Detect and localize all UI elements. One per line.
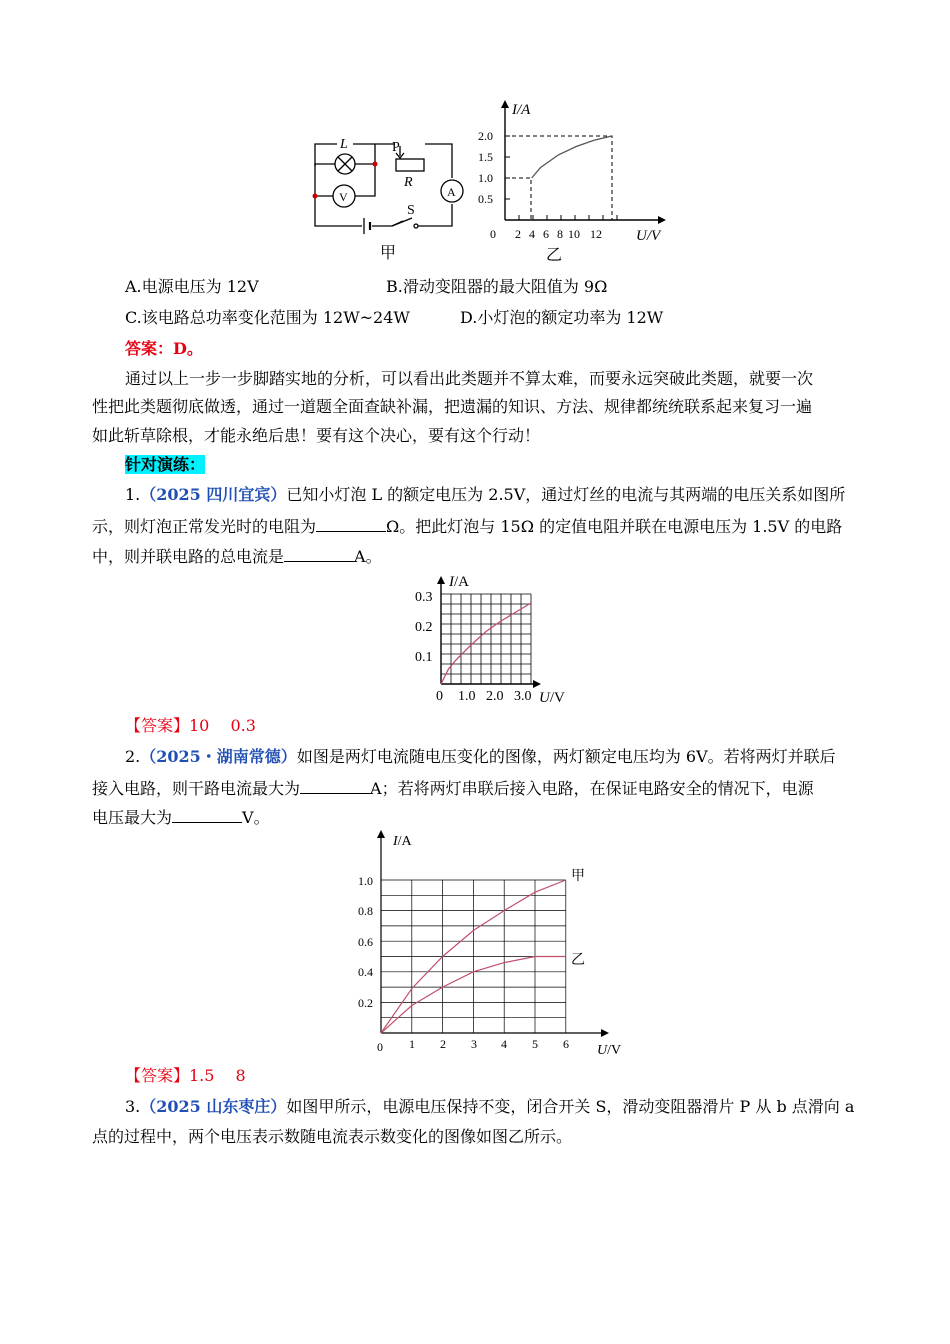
yi-ytick: 1.5	[478, 150, 493, 164]
switch-label: S	[407, 203, 415, 218]
q2-answer: 【答案】1.5 8	[125, 1066, 246, 1085]
chart-q2	[355, 828, 635, 1060]
answer-main: 答案：D。	[125, 339, 203, 358]
q2-text: A；若将两灯串联后接入电路，在保证电路安全的情况下，电源	[370, 779, 814, 798]
chart-q1	[405, 572, 575, 707]
q1-xtick: 1.0	[458, 689, 476, 704]
circuit-caption: 甲	[380, 245, 397, 262]
q2-xtick: 5	[532, 1037, 538, 1051]
paragraph-line: 如此斩草除根，才能永绝后患！要有这个决心，要有这个行动！	[92, 426, 541, 445]
figure-circuit-graph	[300, 96, 680, 266]
yi-xtick: 6	[543, 227, 549, 241]
graph-caption: 乙	[546, 247, 563, 264]
q1-xtick: 0	[436, 689, 443, 704]
q3-line2: 点的过程中，两个电压表示数随电流表示数变化的图像如图乙所示。	[92, 1127, 573, 1146]
yi-ylabel: I/A	[512, 102, 531, 118]
q2-ytick: 0.8	[358, 904, 373, 918]
q1-text: 已知小灯泡 L 的额定电压为 2.5V，通过灯丝的电流与其两端的电压关系如图所	[286, 485, 846, 504]
slider-label: P	[392, 140, 400, 155]
q2-text: V。	[242, 808, 270, 827]
circuit-diagram	[315, 144, 463, 234]
option-a: A.电源电压为 12V	[125, 277, 259, 296]
q1-text: 示，则灯泡正常发光时的电阻为	[92, 517, 317, 536]
q2-ylabel: I/A	[393, 834, 412, 849]
ammeter-label: A	[447, 185, 456, 199]
yi-xtick: 8	[557, 227, 563, 241]
q3-text: 如图甲所示，电源电压保持不变，闭合开关 S，滑动变阻器滑片 P 从 b 点滑向 a	[286, 1097, 855, 1116]
yi-ytick: 0.5	[478, 192, 493, 206]
q2-xlabel: U/V	[597, 1043, 622, 1058]
q1-text: 中，则并联电路的总电流是	[92, 547, 285, 566]
lamp-label: L	[340, 137, 348, 152]
yi-ytick: 2.0	[478, 129, 493, 143]
graph-yi	[478, 100, 666, 264]
q1-line2	[92, 515, 842, 537]
q2-ytick: 0.4	[358, 965, 373, 979]
q2-ytick: 0.2	[358, 996, 373, 1010]
answer-blank[interactable]	[284, 545, 354, 562]
yi-ytick: 1.0	[478, 171, 493, 185]
option-d: D.小灯泡的额定功率为 12W	[460, 308, 664, 327]
q2-series-yi-label: 乙	[571, 953, 585, 968]
q2-xtick: 0	[377, 1040, 383, 1054]
q1-xtick: 3.0	[514, 689, 532, 704]
q2-series-jia-label: 甲	[571, 869, 585, 884]
q2-ytick: 1.0	[358, 874, 373, 888]
junction-dot	[313, 194, 318, 199]
q1-text: Ω。把此灯泡与 15Ω 的定值电阻并联在电源电压为 1.5V 的电路	[386, 517, 843, 536]
q1-ylabel: I/A	[449, 574, 469, 590]
q3-line1	[125, 1097, 854, 1117]
q1-ytick: 0.1	[415, 650, 433, 665]
q2-xtick: 6	[563, 1037, 569, 1051]
answer-blank[interactable]	[300, 777, 370, 794]
q2-xtick: 1	[409, 1037, 415, 1051]
q1-grid	[441, 594, 531, 684]
q2-text: 如图是两灯电流随电压变化的图像，两灯额定电压均为 6V。若将两灯并联后	[296, 747, 836, 766]
q1-line3	[92, 545, 382, 567]
q1-text: A。	[354, 547, 382, 566]
q1-line1	[125, 485, 845, 505]
q2-xtick: 2	[440, 1037, 446, 1051]
q2-xtick: 3	[471, 1037, 477, 1051]
answer-blank[interactable]	[172, 806, 242, 823]
q1-xlabel: U/V	[539, 690, 565, 706]
q2-text: 接入电路，则干路电流最大为	[92, 779, 301, 798]
answer-blank[interactable]	[316, 515, 386, 532]
q1-data-curve	[441, 603, 531, 684]
q2-xtick: 4	[501, 1037, 507, 1051]
q2-ytick: 0.6	[358, 935, 373, 949]
voltmeter-label: V	[339, 190, 348, 204]
rheostat-label: R	[404, 175, 413, 190]
q2-text: 电压最大为	[92, 808, 173, 827]
paragraph-line: 性把此类题彻底做透，通过一道题全面查缺补漏，把遗漏的知识、方法、规律都统统联系起来复习一遍	[92, 397, 813, 416]
yi-xtick: 0	[490, 227, 496, 241]
yi-xlabel: U/V	[636, 228, 661, 244]
yi-data-curve	[532, 136, 612, 178]
q2-line2	[92, 777, 814, 799]
section-title-text: 针对演练：	[125, 455, 206, 474]
q2-line1	[125, 747, 836, 767]
option-c: C.该电路总功率变化范围为 12W~24W	[125, 308, 410, 327]
yi-xtick: 12	[590, 227, 602, 241]
q1-ytick: 0.3	[415, 590, 433, 605]
q2-line3	[92, 806, 270, 828]
q2-number: 2.	[125, 747, 141, 766]
yi-xtick: 10	[568, 227, 580, 241]
junction-dot	[373, 162, 378, 167]
option-b: B.滑动变阻器的最大阻值为 9Ω	[386, 277, 608, 296]
q1-xtick: 2.0	[486, 689, 504, 704]
yi-xtick: 4	[529, 227, 535, 241]
paragraph-line: 通过以上一步一步脚踏实地的分析，可以看出此类题并不算太难，而要永远突破此类题，就要一次	[125, 369, 814, 388]
q1-ytick: 0.2	[415, 620, 433, 635]
q1-number: 1.	[125, 485, 141, 504]
section-title	[125, 455, 205, 475]
q2-source: （2025・湖南常德）	[140, 747, 297, 766]
q1-answer: 【答案】10 0.3	[125, 716, 256, 735]
q3-number: 3.	[125, 1097, 141, 1116]
yi-xtick: 2	[515, 227, 521, 241]
q3-source: （2025 山东枣庄）	[140, 1097, 287, 1116]
q1-source: （2025 四川宜宾）	[140, 485, 287, 504]
